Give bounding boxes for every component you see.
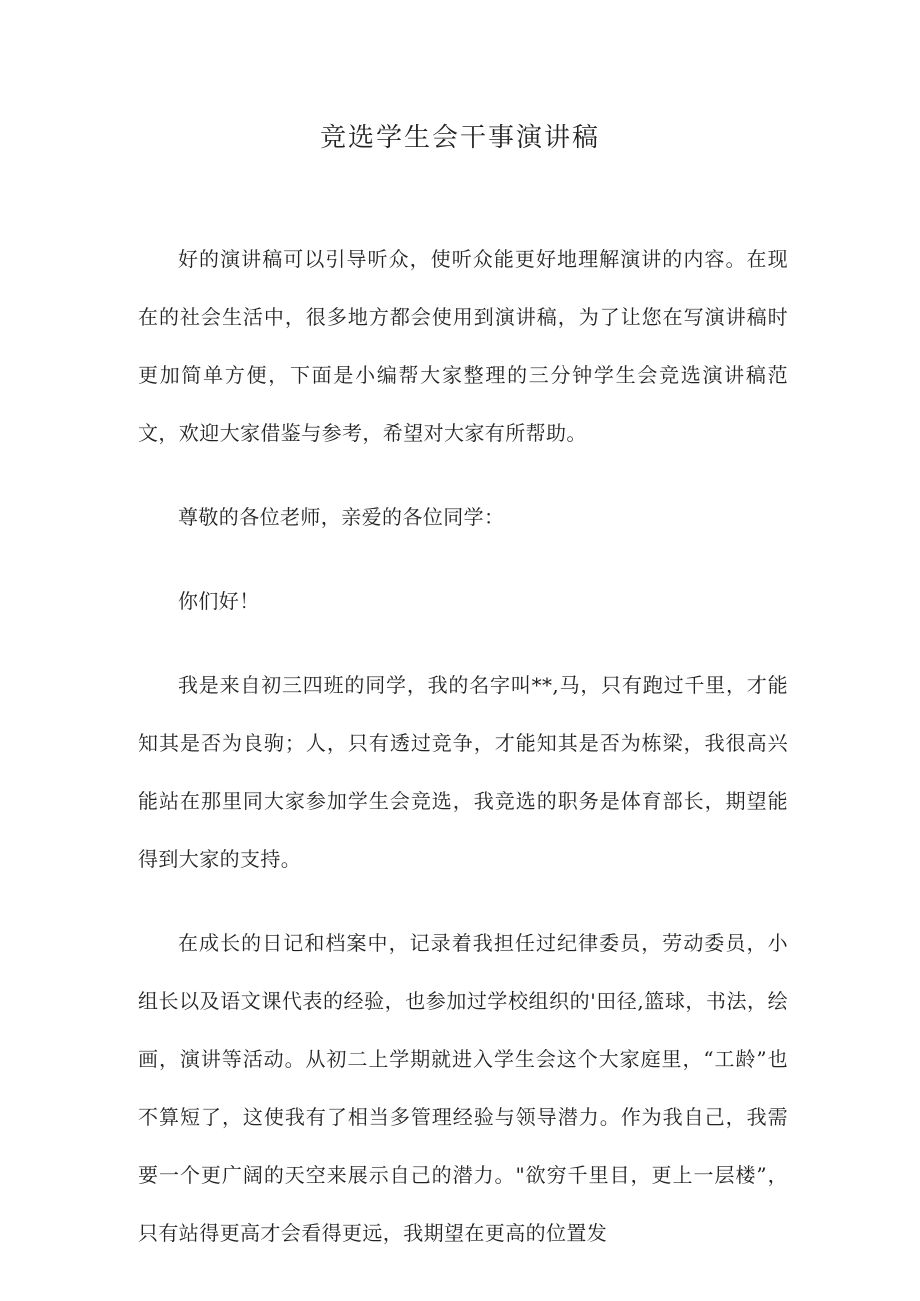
salutation-paragraph: 尊敬的各位老师，亲爱的各位同学： — [178, 505, 505, 529]
document-body — [138, 230, 788, 1288]
document-title: 竞选学生会干事演讲稿 — [319, 123, 600, 153]
experience-paragraph: 在成长的日记和档案中，记录着我担任过纪律委员，劳动委员，小组长以及语文课代表的经验，也参加过学校组织的'田径,篮球，书法，绘画，演讲等活动。从初二上学期就进入学生会这个大家庭里，“工龄”也不算短了，这使我有了相当多管理经验与领导潜力。作为我自己，我需要一个更广阔的天空来展示自己的潜力。"欲穷千里目，更上一层楼”，只有站得更高才会看得更远，我期望在更高的位置发 — [138, 931, 788, 1245]
self-introduction-paragraph: 我是来自初三四班的同学，我的名字叫**,马，只有跑过千里，才能知其是否为良驹；人，只有透过竞争，才能知其是否为栋梁，我很高兴能站在那里同大家参加学生会竞选，我竞选的职务是体育部长，期望能得到大家的支持。 — [138, 673, 788, 871]
intro-paragraph: 好的演讲稿可以引导听众，使听众能更好地理解演讲的内容。在现在的社会生活中，很多地方都会使用到演讲稿，为了让您在写演讲稿时更加简单方便，下面是小编帮大家整理的三分钟学生会竞选演讲稿范文，欢迎大家借鉴与参考，希望对大家有所帮助。 — [138, 247, 788, 445]
greeting-paragraph: 你们好！ — [178, 589, 260, 613]
